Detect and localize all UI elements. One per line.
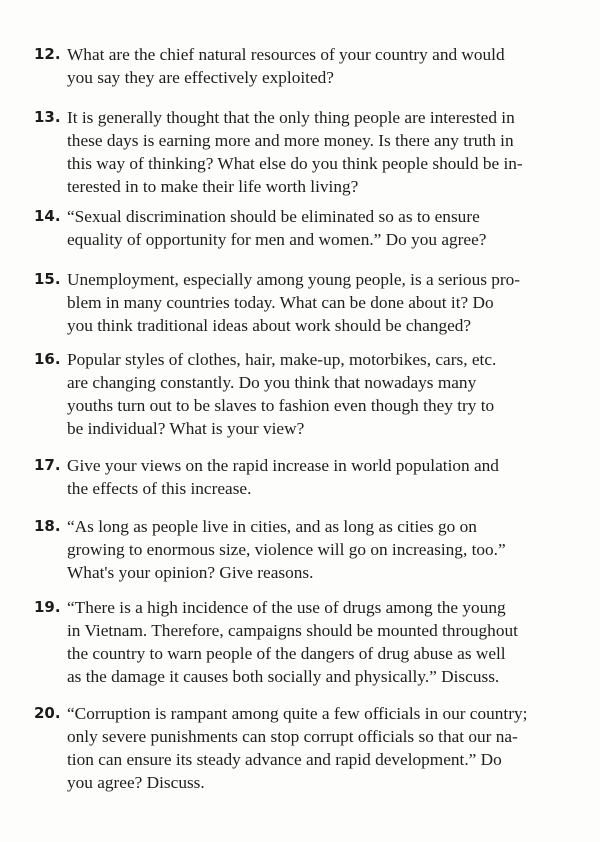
question-line: these days is earning more and more money. Is there any truth in — [67, 131, 514, 150]
question-13 — [34, 106, 576, 198]
question-line: you agree? Discuss. — [67, 773, 205, 792]
question-12 — [34, 43, 576, 89]
question-number: 15. — [34, 270, 61, 288]
question-16 — [34, 348, 576, 440]
question-number: 12. — [34, 45, 61, 63]
question-text — [67, 515, 576, 584]
question-number: 16. — [34, 350, 61, 368]
question-line: as the damage it causes both socially and physically.” Discuss. — [67, 667, 500, 686]
question-line: Give your views on the rapid increase in world population and — [67, 456, 499, 475]
question-line: “Corruption is rampant among quite a few officials in our country; — [67, 704, 528, 723]
question-line: in Vietnam. Therefore, campaigns should be mounted throughout — [67, 621, 518, 640]
question-text — [67, 268, 576, 337]
question-line: the effects of this increase. — [67, 479, 252, 498]
question-17 — [34, 454, 576, 500]
question-line: you say they are effectively exploited? — [67, 68, 334, 87]
question-line: Unemployment, especially among young people, is a serious pro- — [67, 270, 521, 289]
question-text — [67, 43, 576, 89]
question-line: “There is a high incidence of the use of drugs among the young — [67, 598, 506, 617]
question-line: It is generally thought that the only thing people are interested in — [67, 108, 515, 127]
question-14 — [34, 205, 576, 251]
question-line: terested in to make their life worth living? — [67, 177, 359, 196]
question-line: only severe punishments can stop corrupt officials so that our na- — [67, 727, 518, 746]
question-line: the country to warn people of the dangers of drug abuse as well — [67, 644, 506, 663]
question-number: 20. — [34, 704, 61, 722]
question-line: “As long as people live in cities, and as long as cities go on — [67, 517, 477, 536]
question-number: 17. — [34, 456, 61, 474]
question-line: Popular styles of clothes, hair, make-up, motorbikes, cars, etc. — [67, 350, 497, 369]
question-line: you think traditional ideas about work should be changed? — [67, 316, 472, 335]
question-text — [67, 596, 576, 688]
question-line: growing to enormous size, violence will go on increasing, too.” — [67, 540, 506, 559]
question-text — [67, 702, 576, 794]
question-line: youths turn out to be slaves to fashion even though they try to — [67, 396, 495, 415]
question-20 — [34, 702, 576, 794]
question-line: tion can ensure its steady advance and rapid development.” Do — [67, 750, 502, 769]
question-19 — [34, 596, 576, 688]
question-line: are changing constantly. Do you think that nowadays many — [67, 373, 477, 392]
question-text — [67, 205, 576, 251]
question-number: 14. — [34, 207, 61, 225]
question-number: 13. — [34, 108, 61, 126]
question-text — [67, 348, 576, 440]
question-number: 19. — [34, 598, 61, 616]
question-line: What's your opinion? Give reasons. — [67, 563, 314, 582]
question-number: 18. — [34, 517, 61, 535]
question-18 — [34, 515, 576, 584]
question-15 — [34, 268, 576, 337]
question-line: “Sexual discrimination should be eliminated so as to ensure — [67, 207, 480, 226]
question-text — [67, 106, 576, 198]
question-line: blem in many countries today. What can be done about it? Do — [67, 293, 494, 312]
question-line: this way of thinking? What else do you think people should be in- — [67, 154, 523, 173]
question-line: What are the chief natural resources of your country and would — [67, 45, 505, 64]
question-text — [67, 454, 576, 500]
question-line: equality of opportunity for men and women.” Do you agree? — [67, 230, 487, 249]
question-line: be individual? What is your view? — [67, 419, 305, 438]
